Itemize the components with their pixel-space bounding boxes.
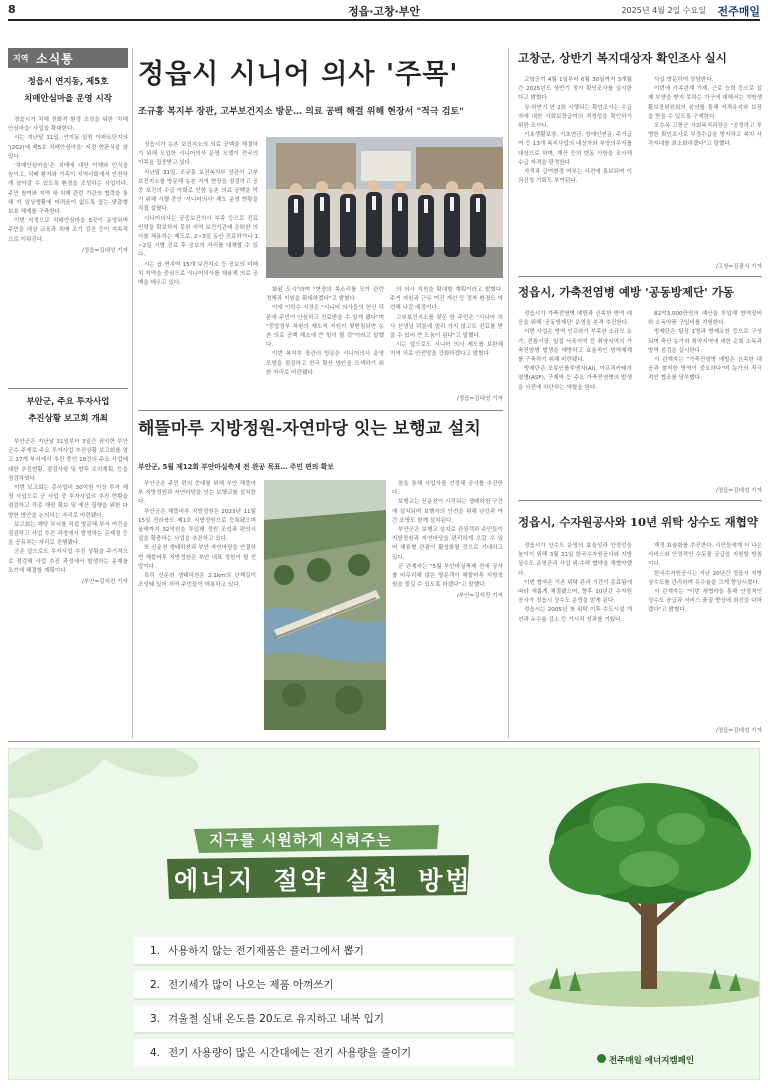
issue-date: 2025년 4월 2일 수요일 — [621, 6, 706, 15]
main-paragraph: 시니어의사는 공중보건의사 부족 등으로 진료 인력을 확보하지 못한 지역 보건기관에 은퇴한 의사를 채용하는 제도로, 2~3일 동안 진료하거나 1~2일 시범 진료 후 공보의 자리를 대체할 수 있다. — [138, 215, 258, 259]
brief-1-title-line1: 정읍시 연지동, 제5호 — [27, 77, 109, 87]
article2-byline: /부안=김석진 기자 — [456, 593, 503, 600]
right-article-paragraph: 재정 효율화를 추진한다. 시민들에게 더 나은 서비스와 안정적인 수돗물 공급을 지원할 방침이다. — [648, 543, 762, 568]
right-article-1-column-1 — [518, 76, 632, 256]
right-article-paragraph: 정읍시가 상수도 운영의 효율성과 안정성을 높이기 위해 3월 31일 한국수자원공사와 지방상수도 운영관리 사업 위·수탁 협약을 재협약했다. — [518, 543, 632, 577]
article-divider — [138, 410, 503, 411]
right-article-paragraph: 자격과 급여변경 여부는 사전에 통보되며 이의신청 기회도 부여된다. — [518, 169, 632, 185]
brief-1-paragraph: 정읍시가 치매 친화적 환경 조성을 위한 '치매안심마을' 사업을 확대한다. — [8, 117, 128, 133]
main-byline: /정읍=김대성 기자 — [456, 396, 503, 402]
right-article-3-column-1 — [518, 542, 632, 722]
ad-subtitle: 지구를 시원하게 식혀주는 — [209, 831, 392, 849]
right-article-paragraph: 방제단은 팀장 1명과 방제요원 등으로 구성되며 축산 농가와 취약지역에 대한 순회 소독과 방역 점검을 실시한다. — [648, 329, 762, 354]
main-paragraph: 이에 이학수 시장은 "시니어 의사들의 헌신 덕분에 주민이 안심하고 진료받을 수 있게 됐다"며 "중앙정부 차원의 제도적 지원이 뒷받침되면 농촌 의료 공백 해소에 큰 힘이 될 것"이라고 말했다. — [266, 305, 384, 349]
energy-tip — [134, 971, 514, 1005]
newspaper-name: 전주매일 — [717, 5, 760, 18]
briefs-label-small: 지역 — [13, 54, 29, 63]
right-article-2-column-2 — [648, 310, 762, 480]
brief-2-paragraph: 군은 앞으로도 투자사업 추진 상황을 주기적으로 점검해 사업 추진 과정에서 발생하는 문제를 조기에 해결할 계획이다. — [8, 549, 128, 574]
header-rule — [8, 19, 760, 21]
page-divider — [8, 741, 760, 742]
right-article-paragraph: 정읍시가 가축전염병 예방과 신속한 방역 대응을 위해 '공동방제단' 운영을 본격 추진한다. — [518, 311, 632, 327]
group-photo — [266, 137, 503, 278]
article2-paragraph: 특히 신운천 생태하천은 2.1km의 산책길이 조성돼 있어 지역 주민들이 애용하고 있다. — [138, 573, 256, 589]
tip-number: 1. — [150, 945, 161, 957]
section-title: 정읍·고창·부안 — [347, 5, 421, 18]
energy-tip — [134, 1005, 514, 1039]
brief-1-paragraph: 이번 지정으로 치매안심마을 5곳이 운영되며 주민들 대상 교육과 치매 조기 검진 등이 지속적으로 이뤄진다. — [8, 218, 128, 243]
article2-paragraph: 군 관계자는 "5월 부안마실축제 전에 공사를 마무리해 많은 방문객이 해뜰마루 지방정원을 즐길 수 있도록 하겠다"고 말했다. — [392, 563, 503, 589]
article2-subheadline: 부안군, 5월 제12회 부안마실축제 전 완공 목표… 주민 편의 확보 — [138, 463, 334, 471]
article-divider — [518, 276, 762, 277]
brief-1-body — [8, 116, 128, 384]
right-article-2-byline: /정읍=김대성 기자 — [715, 488, 762, 494]
article-divider — [518, 500, 762, 501]
right-article-1-headline: 고창군, 상반기 복지대상자 확인조사 실시 — [518, 51, 727, 65]
article2-paragraph: 부안군은 보행교 설치로 관광객과 주민들이 지방정원과 자연마당을 편리하게 오갈 수 있어 체류형 관광이 활성화될 것으로 기대하고 있다. — [392, 527, 503, 561]
right-article-paragraph: 82억3,000만원의 예산을 투입해 방역장비와 소독약품 구입비를 지원한다. — [648, 311, 762, 327]
article2-column-3 — [392, 480, 503, 730]
tip-text: 전기 사용량이 많은 시간대에는 전기 사용량을 줄이기 — [168, 1047, 412, 1059]
article2-paragraph: 부안군은 주민 편의 증대를 위해 부안 해뜰마루 지방정원과 자연마당을 잇는 보행교를 설치한다. — [138, 481, 256, 506]
right-article-paragraph: 이번 사업은 방역 인프라가 부족한 소규모 농가, 전통시장, 밀집 사육지역 등 취약지역의 가축전염병 발생을 예방하고 효율적인 방역체계를 구축하기 위해 마련됐다. — [518, 329, 632, 364]
main-article-column-1 — [138, 141, 258, 377]
main-headline: 정읍시 시니어 의사 '주목' — [138, 59, 459, 90]
main-article-column-2 — [266, 286, 384, 378]
page-header — [0, 0, 768, 20]
leaf-icon — [597, 1054, 606, 1063]
right-article-paragraph: 상·하반기 연 2회 시행되는 확인조사는 수급자에 대한 사회보장급여의 적정성을 확인하기 위한 조사다. — [518, 104, 632, 130]
brief-2-paragraph: 이번 보고회는 총사업비 30억원 이상 투자 예정 사업으로 군 사업 중 투자사업의 추진 현황을 점검하고 각종 재원 확보 및 예산 집행을 위한 다양한 방안을 논의하는 자리로 마련됐다. — [8, 485, 128, 519]
right-article-paragraph: 시 관계자는 "가축전염병 예방은 신속한 대응과 철저한 방역이 중요하다"며 농가의 적극적인 협조를 당부했다. — [648, 357, 762, 382]
briefs-header — [8, 48, 128, 68]
right-article-paragraph: 고창군이 4월 1일부터 6월 30일까지 3개월 간 2025년도 상반기 정기 확인조사를 실시한다고 밝혔다. — [518, 77, 632, 102]
brief-1-title-line2: 치매안심마을 운영 시작 — [23, 94, 113, 104]
brief-2-byline: /부안=김석진 기자 — [81, 579, 128, 586]
main-subheadline: 조규홍 복지부 장관, 고부보건지소 방문… 의료 공백 해결 위해 현장서 "적극 검토" — [138, 107, 464, 117]
article2-column-1 — [138, 480, 256, 730]
right-article-2-column-1 — [518, 310, 632, 480]
brief-1-paragraph: 시는 지난달 31일, 연지동 일원 아파트단지의 '(202)에 제5호 치매안심마을' 지정 현판식을 열었다. — [8, 135, 128, 160]
article2-paragraph: 또 신운천 생태하천과 부안 자연마당을 연결하면 해뜰마루 지방정원은 부안 대표 정원이 될 전망이다. — [138, 545, 256, 570]
right-article-3-byline: /정읍=김대성 기자 — [715, 728, 762, 734]
energy-tip — [134, 1039, 514, 1073]
article2-paragraph: 보행교는 신운천이 시작되는 생태하천 구간에 설치되며 보행자의 안전을 위해 난간과 야간 조명도 함께 설치된다. — [392, 499, 503, 524]
energy-campaign-ad — [8, 748, 760, 1080]
brief-2-title-line2: 추진상황 보고회 개최 — [28, 414, 108, 424]
right-article-3-headline: 정읍시, 수자원공사와 10년 위탁 상수도 재협약 — [518, 515, 758, 529]
energy-tip — [134, 937, 514, 971]
brief-2-body — [8, 438, 128, 736]
main-article-column-3 — [390, 286, 503, 378]
right-article-paragraph: 오수옥 고창군 사회복지과장은 "공정하고 투명한 확인조사로 부정수급을 방지하고 복지 사각지대를 최소화하겠다"고 말했다. — [648, 123, 762, 148]
brief-1-paragraph: '치매안심마을'은 치매에 대한 이해와 인식을 높이고, 치매 환자와 가족이 지역사회에서 안전하게 살아갈 수 있도록 환경을 조성하는 사업이다. 주민 참여와 지역 내 치매 관련 기관의 협력을 통해 이 일상생활에 어려움이 없도록 돕는 맞춤형 보호 체계를 구축한다. — [8, 163, 128, 216]
brief-2-paragraph: 부안군은 지난달 31일부터 3일간 권익현 부안군수 주재로 주요 투자사업 추진상황 보고회를 열고 17개 부서에서 추진 중인 18건의 주요 사업에 대한 추진현황, 점검사항 및 향후 조치계획, 등을 점검하였다. — [8, 439, 128, 482]
ad-sponsor: 전주매일 에너지캠페인 — [609, 1056, 695, 1066]
right-article-paragraph: 이번 협약은 기존 위탁 관리 기간이 종료됨에 따라 새롭게 체결됐으며, 향후 10년간 수자원공사가 정읍시 상수도 운영을 맡게 된다. — [518, 579, 632, 605]
right-article-1-column-2 — [648, 76, 762, 256]
main-paragraph: 의 의사 지원을 확대할 계획이라고 밝혔다. 주거 지원과 근무 여건 개선 등 정착 환경도 마련해 나갈 예정이다. — [390, 287, 503, 312]
main-paragraph: 지난달 31일, 조규홍 보건복지부 장관이 고부보건지소를 방문해 농촌 지역 현장을 점검하고 공중 보건의 수급 악화로 인한 농촌 의료 공백을 막기 위해 시행 중인 '시니어의사' 제도 운영 현황을 직접 살폈다. — [138, 169, 258, 213]
tip-text: 겨울철 실내 온도를 20도로 유지하고 내복 입기 — [168, 1013, 384, 1025]
main-paragraph: 고부보건지소를 찾은 한 주민은 "시니어 의사 선생님 덕분에 멀리 가지 않고도 진료를 받을 수 있어 큰 도움이 된다"고 말했다. — [390, 314, 503, 340]
brief-1-title — [8, 74, 128, 108]
right-article-paragraph: 한국수자원공사는 지난 20년간 정읍시 지방상수도를 관리하며 유수율을 크게 향상시켰다. — [648, 570, 762, 586]
brief-1-byline: /정읍=김대성 기자 — [81, 247, 128, 254]
ad-title: 에너지 절약 실천 방법 — [174, 866, 473, 895]
tip-text: 전기세가 많이 나오는 제품 아껴쓰기 — [168, 979, 334, 991]
right-article-paragraph: 시 관계자는 "이번 재협약을 통해 안정적인 상수도 공급과 서비스 품질 향상에 최선을 다하겠다"고 밝혔다. — [648, 589, 762, 614]
main-paragraph: 시는 앞으로도 시니어 의사 제도를 보완해 지역 의료 안전망을 강화하겠다고 밝혔다. — [390, 342, 503, 358]
right-article-1-byline: /고창=김광식 기자 — [715, 264, 762, 270]
energy-tips-list — [134, 937, 514, 1073]
article2-paragraph: 참을 통해 사업자를 선정해 공사를 추진한다. — [392, 481, 503, 497]
brief-divider — [8, 388, 128, 389]
brief-2-paragraph: 보고회는 해당 부서를 직접 방문해 부서 여건을 점검하고 사업 추진 과정에서 발생하는 문제점 등을 공유하는 자리로 진행됐다. — [8, 521, 128, 547]
main-paragraph: 정읍시가 농촌 보건지소의 의료 공백을 해결하기 위해 도입한 시니어의사 운영 모델이 전국의 이목을 집중받고 있다. — [138, 142, 258, 167]
right-article-3-column-2 — [648, 542, 762, 722]
right-article-2-headline: 정읍시, 가축전염병 예방 '공동방제단' 가동 — [518, 285, 734, 299]
brief-2-title-line1: 부안군, 주요 투자사업 — [26, 397, 110, 407]
tip-text: 사용하지 않는 전기제품은 플러그에서 뽑기 — [168, 945, 364, 957]
bridge-rendering-image — [264, 480, 386, 730]
tip-number: 4. — [150, 1047, 161, 1059]
brief-2-title — [8, 394, 128, 428]
article2-paragraph: 부안군은 해뜰마루 지방정원은 2023년 11월 15일 전라북도 제1호 지방정원으로 등록됐으며 올해까지 32억원을 투입해 정원 조성과 편의시설을 확충하는 사업을 추진하고 있다. — [138, 508, 256, 543]
page-number: 8 — [8, 3, 16, 16]
main-paragraph: 화된 도시"라며 "현장의 목소리를 모아 관련 정책과 지원을 확대하겠다"고 밝혔다. — [266, 287, 384, 303]
right-article-paragraph: 기초생활보장, 기초연금, 장애인연금, 주거급여 등 13개 복지사업의 대상자와 부양의무자를 대상으로 하며, 재산 등의 변동 사항을 조사해 수급 자격을 판정한다. — [518, 132, 632, 166]
local-news-briefs — [8, 48, 128, 738]
right-article-paragraph: 이번에 가족관계 기재, 근로 능력 등으로 실제 부양을 받지 못하는 가구에 대해서는 지방생활보장위원회의 심의를 통해 자격유지와 보장을 받을 수 있도록 구제한다. — [648, 86, 762, 120]
right-article-paragraph: 정읍시는 2005년 첫 위탁 이후 수도시설 개선과 누수율 감소 등 가시적 성과를 거뒀다. — [518, 607, 632, 623]
tip-number: 2. — [150, 979, 161, 991]
main-paragraph: 이번 복지부 장관의 방문은 시니어의사 운영 모델을 점검하고 전국 확산 방안을 모색하기 위한 자리로 마련됐다. — [266, 351, 384, 376]
article2-headline: 해뜰마루 지방정원-자연마당 잇는 보행교 설치 — [138, 419, 481, 439]
column-divider — [132, 48, 133, 738]
column-divider — [508, 48, 509, 738]
tip-number: 3. — [150, 1013, 161, 1025]
right-article-paragraph: 사실 방문하여 상담한다. — [654, 77, 714, 83]
main-paragraph: 시는 읍·면지역 15개 보건지소 등 공보의 미배치 지역을 중심으로 시니어의사를 채용해 의료 공백을 메우고 있다. — [138, 261, 258, 287]
briefs-label: 소식통 — [36, 52, 74, 66]
right-article-paragraph: 방제단은 조류인플루엔자(AI), 아프리카돼지열병(ASF), 구제역 등 주요 가축전염병의 발생을 사전에 차단하는 역할을 한다. — [518, 366, 632, 391]
